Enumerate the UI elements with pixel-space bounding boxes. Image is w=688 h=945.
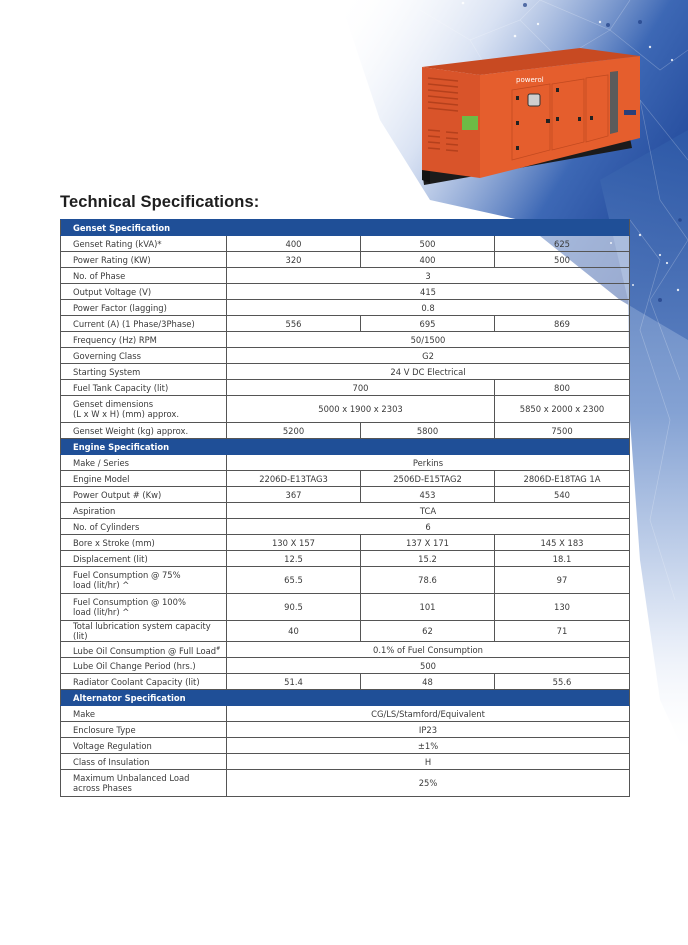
- row-value: 500: [227, 658, 630, 674]
- row-value: 869: [495, 316, 630, 332]
- table-row: [61, 551, 630, 567]
- row-label: [61, 332, 227, 348]
- row-value: 15.2: [361, 551, 495, 567]
- footnote-marker: #: [216, 645, 221, 652]
- row-value: 55.6: [495, 674, 630, 690]
- row-label: [61, 300, 227, 316]
- row-label-text: Make: [73, 708, 96, 719]
- row-value: 24 V DC Electrical: [227, 364, 630, 380]
- row-value: 25%: [227, 770, 630, 797]
- table-row: [61, 268, 630, 284]
- row-label: [61, 503, 227, 519]
- generator-image: [400, 20, 660, 195]
- row-label-text: Genset Rating (kVA)*: [73, 238, 162, 249]
- section-header-row: [61, 690, 630, 706]
- row-label: [61, 236, 227, 252]
- row-value: 97: [495, 567, 630, 594]
- row-value: 130 X 157: [227, 535, 361, 551]
- row-label: [61, 621, 227, 642]
- row-label: [61, 770, 227, 797]
- row-label-text: Fuel Consumption @ 100%: [73, 597, 186, 607]
- section-header-row: [61, 220, 630, 236]
- row-label-text: Genset Weight (kg) approx.: [73, 425, 189, 436]
- row-value: CG/LS/Stamford/Equivalent: [227, 706, 630, 722]
- section-header: Alternator Specification: [61, 690, 630, 706]
- table-row: [61, 503, 630, 519]
- row-label: [61, 594, 227, 621]
- row-value: 65.5: [227, 567, 361, 594]
- row-label-text: Enclosure Type: [73, 724, 136, 735]
- row-value: 137 X 171: [361, 535, 495, 551]
- row-value: 5200: [227, 423, 361, 439]
- row-label: [61, 471, 227, 487]
- table-row: [61, 487, 630, 503]
- row-label: [61, 455, 227, 471]
- row-label-text: Output Voltage (V): [73, 286, 152, 297]
- table-row: [61, 316, 630, 332]
- row-label-text: Lube Oil Change Period (hrs.): [73, 660, 196, 671]
- row-label: [61, 535, 227, 551]
- row-label: [61, 519, 227, 535]
- row-value: 400: [361, 252, 495, 268]
- row-label: [61, 423, 227, 439]
- row-value: 5850 x 2000 x 2300: [495, 396, 630, 423]
- row-value: 415: [227, 284, 630, 300]
- row-label-text: Frequency (Hz) RPM: [73, 334, 157, 345]
- table-row: [61, 455, 630, 471]
- row-label: [61, 487, 227, 503]
- row-value: H: [227, 754, 630, 770]
- row-label-text: Genset dimensions: [73, 399, 154, 409]
- table-row: [61, 332, 630, 348]
- row-label: [61, 642, 227, 658]
- table-row: [61, 567, 630, 594]
- row-label-text: Power Factor (lagging): [73, 302, 167, 313]
- table-row: [61, 252, 630, 268]
- row-value: 12.5: [227, 551, 361, 567]
- row-value: 130: [495, 594, 630, 621]
- section-header-row: [61, 439, 630, 455]
- row-value: G2: [227, 348, 630, 364]
- row-label: [61, 396, 227, 423]
- row-value: 48: [361, 674, 495, 690]
- row-label-text: Fuel Consumption @ 75%: [73, 570, 181, 580]
- row-label-text-line2: load (lit/hr) ^: [73, 607, 130, 617]
- row-value: 453: [361, 487, 495, 503]
- row-value: 2206D-E13TAG3: [227, 471, 361, 487]
- row-value: 78.6: [361, 567, 495, 594]
- row-label-text: Aspiration: [73, 505, 116, 516]
- row-label-text: Bore x Stroke (mm): [73, 537, 155, 548]
- row-label-text-line2: across Phases: [73, 783, 132, 793]
- row-label-text: Radiator Coolant Capacity (lit): [73, 676, 200, 687]
- row-value: 320: [227, 252, 361, 268]
- row-label: [61, 754, 227, 770]
- row-label-text: No. of Phase: [73, 270, 126, 281]
- row-value: 700: [227, 380, 495, 396]
- row-value: ±1%: [227, 738, 630, 754]
- table-row: [61, 471, 630, 487]
- brand-text: powerol: [516, 76, 544, 84]
- table-row: [61, 519, 630, 535]
- table-row: [61, 738, 630, 754]
- row-label-text: Fuel Tank Capacity (lit): [73, 382, 169, 393]
- row-value: 101: [361, 594, 495, 621]
- row-value: Perkins: [227, 455, 630, 471]
- row-value: 40: [227, 621, 361, 642]
- row-value: 7500: [495, 423, 630, 439]
- row-label: [61, 551, 227, 567]
- row-value: 0.1% of Fuel Consumption: [227, 642, 630, 658]
- row-value: 540: [495, 487, 630, 503]
- spec-table: [60, 219, 630, 797]
- row-label-text: Starting System: [73, 366, 141, 377]
- section-header: Genset Specification: [61, 220, 630, 236]
- row-value: 556: [227, 316, 361, 332]
- table-row: [61, 674, 630, 690]
- row-value: 625: [495, 236, 630, 252]
- row-label-text: Governing Class: [73, 350, 141, 361]
- table-row: [61, 706, 630, 722]
- row-label-text: Displacement (lit): [73, 553, 148, 564]
- table-row: [61, 658, 630, 674]
- row-label: [61, 738, 227, 754]
- row-label: [61, 567, 227, 594]
- row-label-text-line2: load (lit/hr) ^: [73, 580, 130, 590]
- row-label-text: Current (A) (1 Phase/3Phase): [73, 318, 195, 329]
- row-value: 3: [227, 268, 630, 284]
- row-value: 90.5: [227, 594, 361, 621]
- row-label-text: Maximum Unbalanced Load: [73, 773, 190, 783]
- row-value: 800: [495, 380, 630, 396]
- row-value: 400: [227, 236, 361, 252]
- row-value: 500: [495, 252, 630, 268]
- row-label: [61, 722, 227, 738]
- row-label-text-line2: (L x W x H) (mm) approx.: [73, 409, 180, 419]
- table-row: [61, 535, 630, 551]
- row-value: 0.8: [227, 300, 630, 316]
- row-label-text: Engine Model: [73, 473, 130, 484]
- row-label: [61, 364, 227, 380]
- row-value: 18.1: [495, 551, 630, 567]
- table-row: [61, 300, 630, 316]
- row-label: [61, 316, 227, 332]
- table-row: [61, 770, 630, 797]
- row-label: [61, 284, 227, 300]
- table-row: [61, 722, 630, 738]
- row-value: 695: [361, 316, 495, 332]
- table-row: [61, 621, 630, 642]
- row-label-text: Power Output # (Kw): [73, 489, 162, 500]
- table-row: [61, 364, 630, 380]
- row-label-text: Lube Oil Consumption @ Full Load: [73, 645, 217, 656]
- row-label: [61, 252, 227, 268]
- row-value: 6: [227, 519, 630, 535]
- table-row: [61, 396, 630, 423]
- row-value: 367: [227, 487, 361, 503]
- row-value: 5000 x 1900 x 2303: [227, 396, 495, 423]
- row-value: 50/1500: [227, 332, 630, 348]
- row-value: 62: [361, 621, 495, 642]
- row-value: 5800: [361, 423, 495, 439]
- row-value: IP23: [227, 722, 630, 738]
- row-label: [61, 706, 227, 722]
- row-value: TCA: [227, 503, 630, 519]
- row-value: 2506D-E15TAG2: [361, 471, 495, 487]
- table-row: [61, 423, 630, 439]
- table-row: [61, 594, 630, 621]
- row-value: 71: [495, 621, 630, 642]
- row-label: [61, 268, 227, 284]
- row-value: 51.4: [227, 674, 361, 690]
- row-label-text: No. of Cylinders: [73, 521, 140, 532]
- row-label: [61, 674, 227, 690]
- row-label: [61, 658, 227, 674]
- row-value: 500: [361, 236, 495, 252]
- table-row: [61, 754, 630, 770]
- table-row: [61, 284, 630, 300]
- row-label-text: Make / Series: [73, 457, 129, 468]
- row-label: [61, 348, 227, 364]
- table-row: [61, 380, 630, 396]
- table-row: [61, 236, 630, 252]
- row-label-text: Class of Insulation: [73, 756, 150, 767]
- row-label: [61, 380, 227, 396]
- table-row: [61, 642, 630, 658]
- section-header: Engine Specification: [61, 439, 630, 455]
- row-label-text: Voltage Regulation: [73, 740, 152, 751]
- row-value: 2806D-E18TAG 1A: [495, 471, 630, 487]
- row-value: 145 X 183: [495, 535, 630, 551]
- page-title: Technical Specifications:: [60, 193, 260, 211]
- table-row: [61, 348, 630, 364]
- row-label-text: Power Rating (KW): [73, 254, 151, 265]
- row-label-text: Total lubrication system capacity (lit): [73, 621, 211, 641]
